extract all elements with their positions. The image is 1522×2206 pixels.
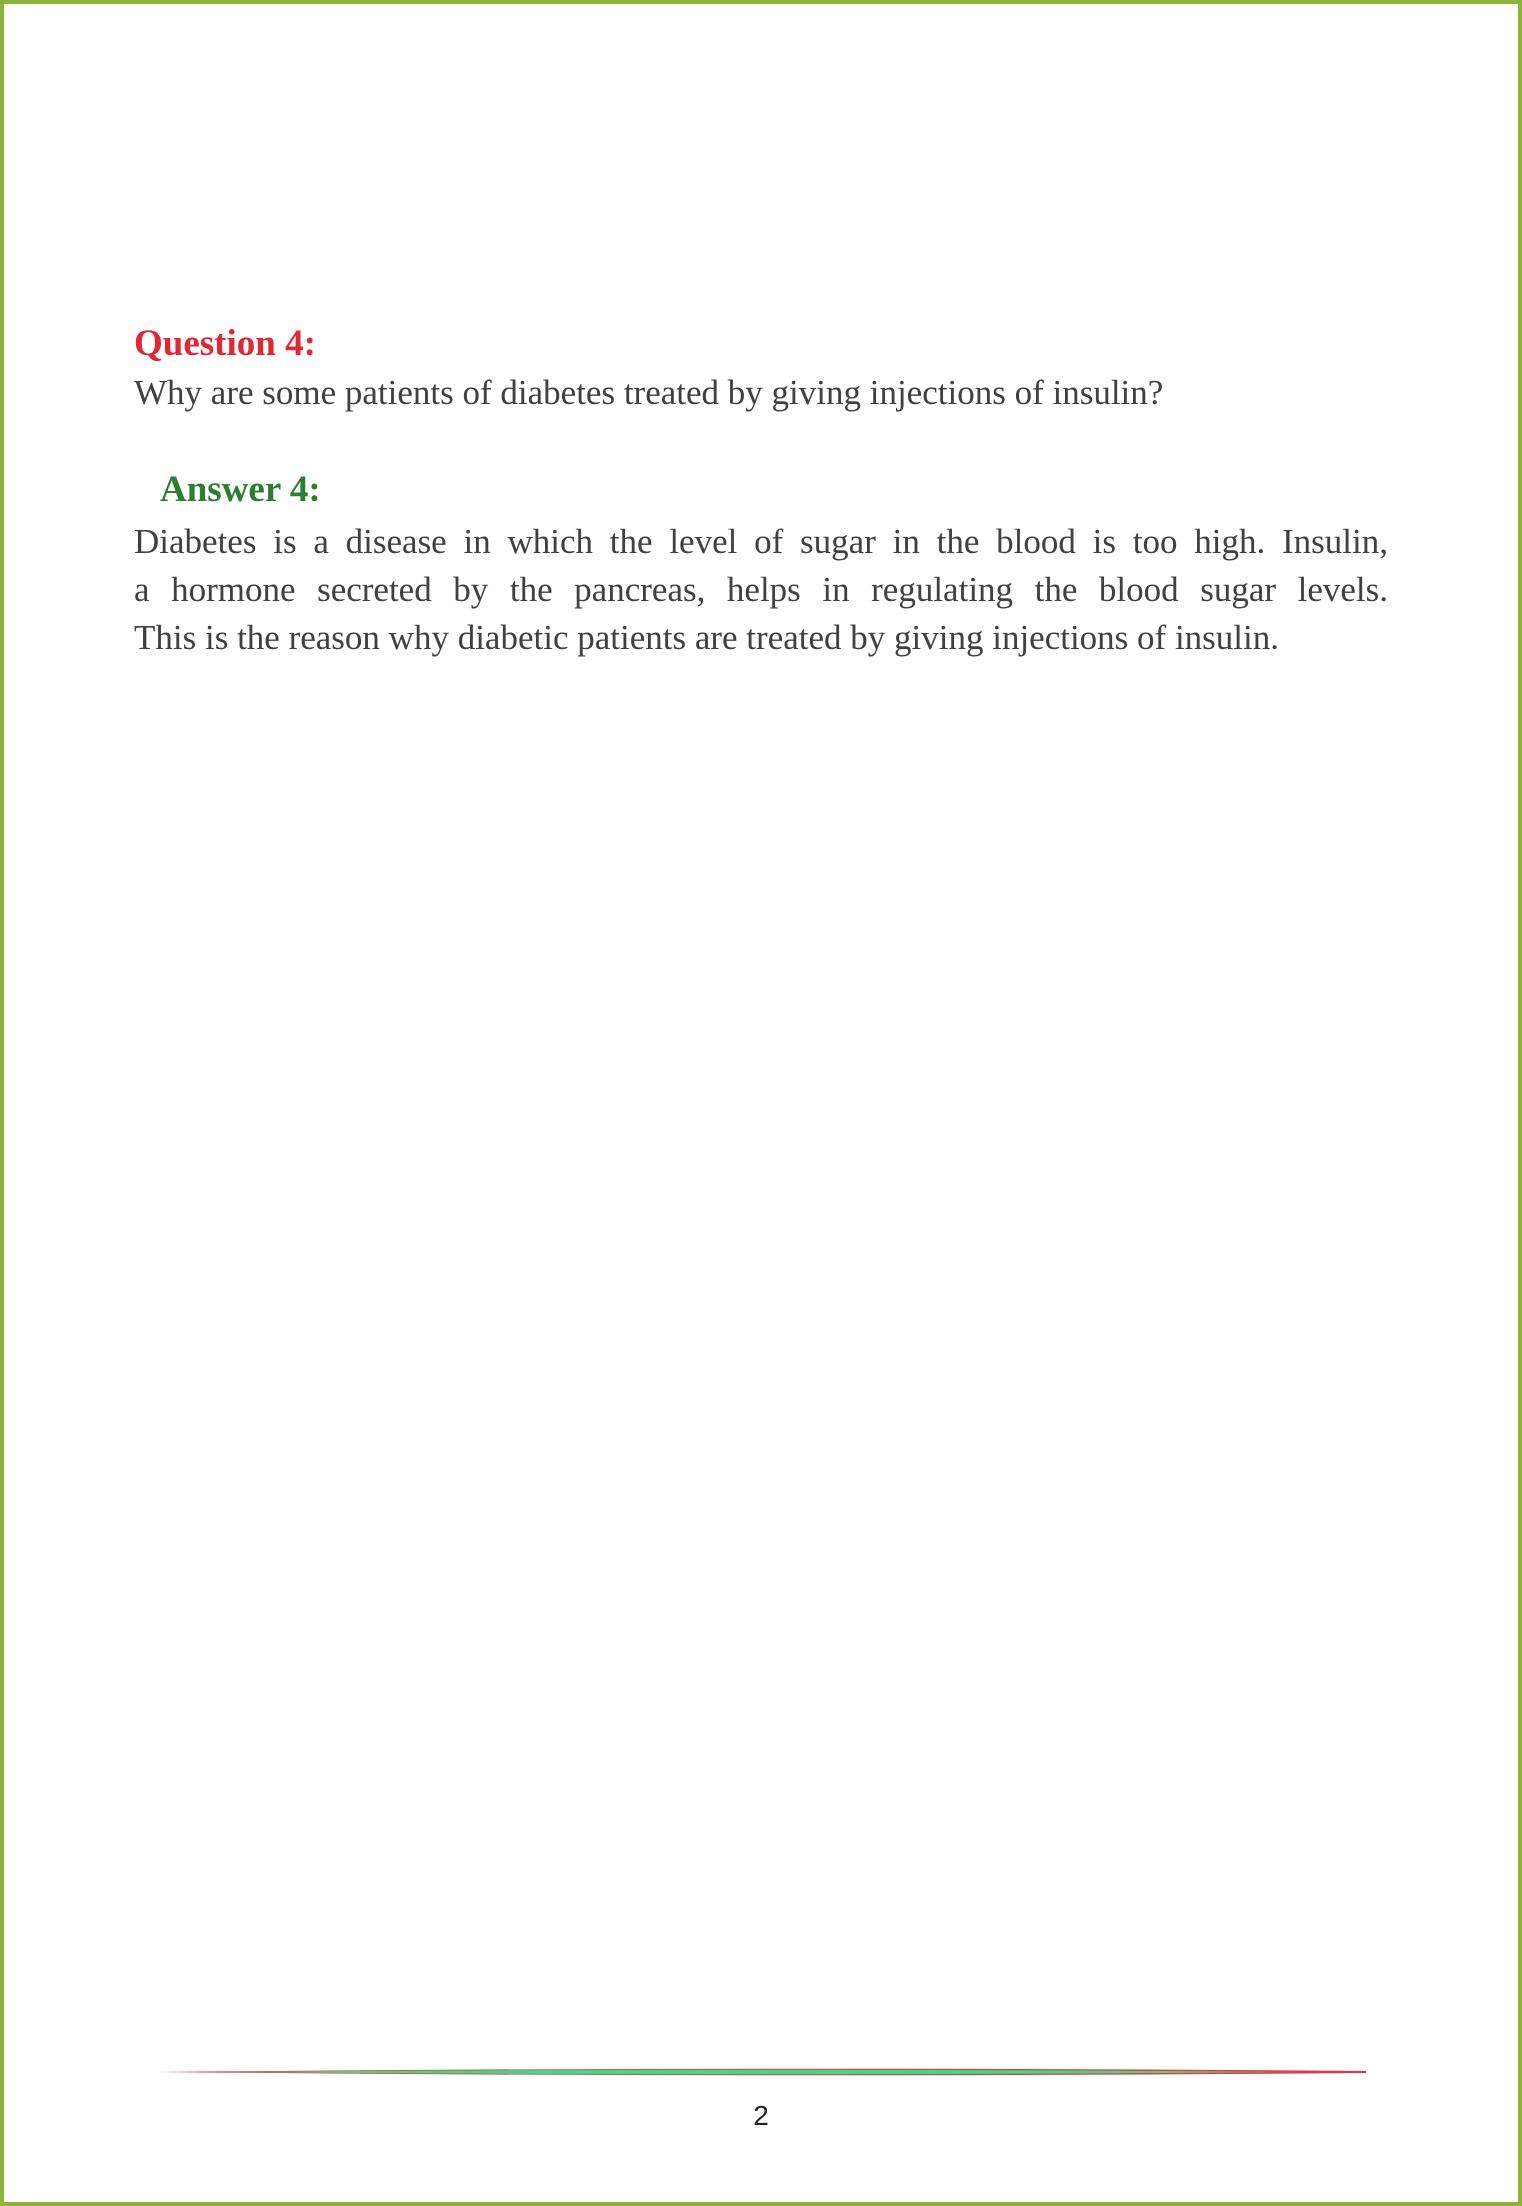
answer-line: Diabetes is a disease in which the level of sugar in the blood is too high. Insulin, [134,522,1388,561]
footer-divider [156,2065,1366,2079]
answer-line: This is the reason why diabetic patients are treated by giving injections of insulin. [134,618,1280,657]
answer-text [134,518,1388,662]
question-heading: Question 4: [134,323,316,364]
answer-heading: Answer 4: [160,469,321,510]
answer-line: a hormone secreted by the pancreas, helps in regulating the blood sugar levels. [134,570,1388,609]
question-text: Why are some patients of diabetes treated by giving injections of insulin? [134,373,1164,412]
page-number: 2 [753,2100,769,2131]
